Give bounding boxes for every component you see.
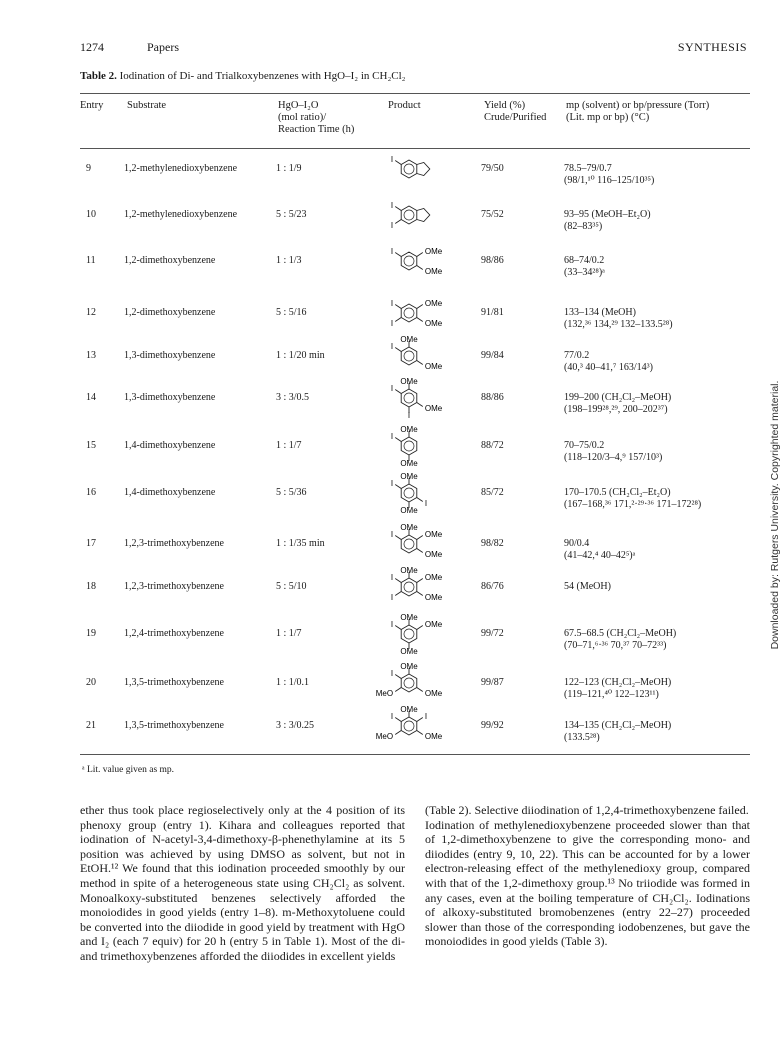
bond-line — [395, 220, 401, 224]
row-yield: 91/81 — [481, 307, 504, 318]
row-substrate: 1,2-methylenedioxybenzene — [124, 163, 238, 174]
row-ratio: 3 : 3/0.25 — [276, 720, 315, 731]
row-mp: 170–170.5 (CH₂Cl₂–Et₂O) (167–168,³⁶ 171,²·²⁹·³⁶ 171–172²⁸) — [564, 487, 702, 510]
methoxy-label: OMe — [424, 266, 443, 276]
methoxy-label: MeO — [375, 731, 394, 741]
row-yield: 99/72 — [481, 628, 504, 639]
methylenedioxy-bridge — [417, 163, 430, 176]
body-text-left-column: ether thus took place regioselectively only at the 4 position of its phenoxy group (entry 1). Kihara and colleagues reported that iodination of N-acetyl-3,4-dimethoxy-β-phenethylamine at its 5 position was achieved by using DMSO as solvent, but not in EtOH.¹² We found that this iodination proceeded smoothly by our method in spite of a heterogeneous state using CH₂Cl₂ as solvent. Monoalkoxy-substituted benzenes selectively afforded the monoiodides in good yields (entry 1–8). m-Methoxytoluene could be converted into the diiodide in good yield by treatment with HgO and I₂ (each 7 equiv) for 20 h (entry 5 in Table 1). Most of the di- and trimethoxybenzenes afforded the diiodides in excellent yields — [80, 803, 405, 963]
bond-line — [417, 626, 423, 630]
bond-line — [395, 390, 401, 394]
bond-line — [395, 536, 401, 540]
row-yield: 79/50 — [481, 163, 504, 174]
product-structure — [385, 565, 465, 616]
row-substrate: 1,2,4-trimethoxybenzene — [124, 628, 224, 639]
methoxy-label: OMe — [424, 403, 443, 413]
bond-line — [395, 626, 401, 630]
table-top-rule — [80, 93, 750, 94]
bond-line — [417, 579, 423, 583]
bond-line — [395, 592, 401, 596]
aromatic-circle — [404, 351, 414, 361]
methoxy-label: OMe — [424, 318, 443, 328]
bond-line — [395, 161, 401, 165]
bond-line — [395, 253, 401, 257]
row-substrate: 1,4-dimethoxybenzene — [124, 440, 216, 451]
iodo-label: I — [390, 530, 394, 540]
row-yield: 86/76 — [481, 581, 504, 592]
bond-line — [417, 266, 423, 270]
bond-line — [417, 731, 423, 735]
row-yield: 85/72 — [481, 487, 504, 498]
aromatic-circle — [404, 629, 414, 639]
iodo-label: I — [424, 712, 428, 722]
row-yield: 99/87 — [481, 677, 504, 688]
row-ratio: 3 : 3/0.5 — [276, 392, 310, 403]
methoxy-label: OMe — [400, 647, 418, 657]
row-substrate: 1,3-dimethoxybenzene — [124, 392, 216, 403]
aromatic-circle — [404, 721, 414, 731]
row-substrate: 1,2-methylenedioxybenzene — [124, 209, 238, 220]
product-structure — [385, 239, 465, 290]
methoxy-label: OMe — [424, 361, 443, 371]
row-ratio: 1 : 1/7 — [276, 628, 302, 639]
product-structure — [385, 147, 465, 198]
download-notice — [767, 330, 783, 700]
methoxy-label: OMe — [400, 459, 418, 469]
row-mp: 122–123 (CH₂Cl₂–MeOH) (119–121,⁴⁰ 122–123¹¹) — [564, 677, 672, 700]
iodo-label: I — [390, 669, 394, 679]
methoxy-label: OMe — [400, 522, 418, 532]
row-entry: 9 — [86, 163, 91, 174]
page-number: 1274 — [80, 40, 104, 54]
methoxy-label: OMe — [400, 376, 418, 386]
product-structure — [385, 471, 465, 522]
benzene-ring — [401, 252, 417, 270]
row-entry: 13 — [86, 350, 96, 361]
methoxy-label: OMe — [424, 530, 443, 540]
bond-line — [395, 675, 401, 679]
row-ratio: 1 : 1/3 — [276, 255, 302, 266]
benzene-ring — [401, 206, 417, 224]
methoxy-label: OMe — [400, 704, 418, 714]
row-entry: 20 — [86, 677, 96, 688]
benzene-ring — [401, 389, 417, 407]
row-substrate: 1,2-dimethoxybenzene — [124, 307, 216, 318]
methylenedioxy-bridge — [417, 209, 430, 222]
aromatic-circle — [404, 393, 414, 403]
table-caption — [80, 70, 406, 82]
body-text-right-paragraph: (Table 2). Selective diiodination of 1,2,4-trimethoxybenzene failed. Iodination of methylenedioxybenzene proceeded slower than that of 1,2-dimethoxybenzene to give the corresponding mono- and diiodides (entry 9, 10, 22). This can be accounted for by a lower electron-releasing effect of the methylenedioxy group, compared with that of the 1,2-dimethoxy group.¹³ No triiodide was formed in any cases, even at the boiling temperature of CH₂Cl₂. Iodinations of alkoxy-substituted bromobenzenes (entry 22–27) proceeded slower than those of the corresponding iodobenzenes, but gave the monoiodides in good yields (Table 3). — [425, 803, 750, 949]
bond-line — [395, 731, 401, 735]
iodo-label: I — [390, 299, 394, 309]
methoxy-label: OMe — [400, 424, 418, 434]
iodo-label: I — [390, 432, 394, 442]
row-mp: 77/0.2 (40,³ 40–41,⁷ 163/14³) — [564, 350, 653, 373]
row-entry: 19 — [86, 628, 96, 639]
benzene-ring — [401, 535, 417, 553]
aromatic-circle — [404, 256, 414, 266]
bond-line — [395, 348, 401, 352]
methoxy-label: OMe — [424, 688, 443, 698]
product-structure — [385, 424, 465, 475]
methoxy-label: OMe — [424, 549, 443, 559]
col-header-mp: mp (solvent) or bp/pressure (Torr) (Lit. mp or bp) (°C) — [566, 100, 710, 123]
methoxy-label: OMe — [424, 573, 443, 583]
row-yield: 75/52 — [481, 209, 504, 220]
product-structure — [385, 193, 465, 244]
benzene-ring — [401, 160, 417, 178]
benzene-ring — [401, 347, 417, 365]
body-text-right-column — [425, 803, 750, 949]
benzene-ring — [401, 674, 417, 692]
row-ratio: 5 : 5/16 — [276, 307, 307, 318]
methoxy-label: OMe — [400, 612, 418, 622]
row-substrate: 1,3,5-trimethoxybenzene — [124, 720, 224, 731]
row-mp: 134–135 (CH₂Cl₂–MeOH) (133.5²⁸) — [564, 720, 672, 743]
row-ratio: 1 : 1/7 — [276, 440, 302, 451]
row-mp: 67.5–68.5 (CH₂Cl₂–MeOH) (70–71,⁶·³⁶ 70,³⁷ 70–72³³) — [564, 628, 677, 651]
row-mp: 54 (MeOH) — [564, 581, 611, 592]
bond-line — [395, 579, 401, 583]
bond-line — [417, 592, 423, 596]
methoxy-label: OMe — [400, 661, 418, 671]
row-yield: 99/84 — [481, 350, 504, 361]
bond-line — [395, 485, 401, 489]
aromatic-circle — [404, 210, 414, 220]
benzene-ring — [401, 717, 417, 735]
iodo-label: I — [390, 384, 394, 394]
iodo-label: I — [407, 411, 411, 421]
section-name: Papers — [147, 40, 179, 54]
row-mp: 133–134 (MeOH) (132,³⁶ 134,²⁹ 132–133.5²⁸) — [564, 307, 673, 330]
aromatic-circle — [404, 678, 414, 688]
row-substrate: 1,2,3-trimethoxybenzene — [124, 581, 224, 592]
row-entry: 18 — [86, 581, 96, 592]
row-yield: 98/82 — [481, 538, 504, 549]
col-header-yield: Yield (%) Crude/Purified — [484, 100, 547, 123]
bond-line — [417, 549, 423, 553]
methoxy-label: OMe — [424, 620, 443, 630]
row-mp: 90/0.4 (41–42,⁴ 40–42⁵)ᵃ — [564, 538, 636, 561]
row-ratio: 5 : 5/23 — [276, 209, 307, 220]
table-footnote: ᵃ Lit. value given as mp. — [82, 765, 175, 775]
bond-line — [417, 498, 423, 502]
row-ratio: 5 : 5/10 — [276, 581, 307, 592]
bond-line — [395, 438, 401, 442]
methoxy-label: OMe — [400, 471, 418, 481]
row-entry: 10 — [86, 209, 96, 220]
iodo-label: I — [390, 592, 394, 602]
row-mp: 68–74/0.2 (33–34²⁸)ᵃ — [564, 255, 605, 278]
col-header-ratio: HgO–I₂O (mol ratio)/ Reaction Time (h) — [278, 100, 355, 135]
bond-line — [395, 688, 401, 692]
row-ratio: 5 : 5/36 — [276, 487, 307, 498]
journal-name: SYNTHESIS — [677, 40, 747, 54]
benzene-ring — [401, 304, 417, 322]
table-caption-text: Iodination of Di- and Trialkoxybenzenes with HgO–I₂ in CH₂Cl₂ — [119, 70, 406, 82]
product-structure — [375, 704, 465, 755]
aromatic-circle — [404, 164, 414, 174]
row-yield: 99/92 — [481, 720, 504, 731]
row-entry: 15 — [86, 440, 96, 451]
benzene-ring — [401, 437, 417, 455]
bond-line — [395, 718, 401, 722]
bond-line — [417, 305, 423, 309]
row-entry: 14 — [86, 392, 96, 403]
benzene-ring — [401, 625, 417, 643]
table-label: Table 2. — [80, 70, 117, 82]
bond-line — [395, 207, 401, 211]
col-header-product: Product — [388, 100, 421, 111]
bond-line — [417, 536, 423, 540]
methoxy-label: OMe — [424, 247, 443, 257]
benzene-ring — [401, 484, 417, 502]
bond-line — [395, 305, 401, 309]
bond-line — [417, 361, 423, 365]
benzene-ring — [401, 578, 417, 596]
iodo-label: I — [390, 620, 394, 630]
iodo-label: I — [390, 247, 394, 257]
row-ratio: 1 : 1/9 — [276, 163, 302, 174]
aromatic-circle — [404, 582, 414, 592]
iodo-label: I — [390, 155, 394, 165]
row-entry: 21 — [86, 720, 96, 731]
iodo-label: I — [390, 201, 394, 211]
row-mp: 93–95 (MeOH–Et₂O) (82–83³⁵) — [564, 209, 651, 232]
row-yield: 88/86 — [481, 392, 504, 403]
methoxy-label: OMe — [400, 506, 418, 516]
download-notice-text: Downloaded by: Rutgers University. Copyrighted material. — [769, 380, 781, 650]
iodo-label: I — [390, 712, 394, 722]
row-entry: 17 — [86, 538, 96, 549]
iodo-label: I — [390, 318, 394, 328]
methoxy-label: OMe — [424, 731, 443, 741]
bond-line — [417, 718, 423, 722]
methoxy-label: OMe — [424, 592, 443, 602]
row-mp: 70–75/0.2 (118–120/3–4,⁹ 157/10³) — [564, 440, 663, 463]
row-ratio: 1 : 1/35 min — [276, 538, 325, 549]
methoxy-label: MeO — [375, 688, 394, 698]
col-header-entry: Entry — [80, 100, 104, 111]
iodo-label: I — [390, 220, 394, 230]
bond-line — [417, 253, 423, 257]
aromatic-circle — [404, 441, 414, 451]
methoxy-label: OMe — [424, 299, 443, 309]
row-entry: 12 — [86, 307, 96, 318]
row-entry: 11 — [86, 255, 96, 266]
bond-line — [395, 318, 401, 322]
row-mp: 78.5–79/0.7 (98/1,¹⁰ 116–125/10³⁵) — [564, 163, 655, 186]
row-mp: 199–200 (CH₂Cl₂–MeOH) (198–199²⁸,²⁹, 200–202³⁷) — [564, 392, 672, 415]
aromatic-circle — [404, 308, 414, 318]
row-yield: 88/72 — [481, 440, 504, 451]
row-substrate: 1,3,5-trimethoxybenzene — [124, 677, 224, 688]
row-substrate: 1,4-dimethoxybenzene — [124, 487, 216, 498]
aromatic-circle — [404, 488, 414, 498]
bond-line — [417, 403, 423, 407]
row-substrate: 1,3-dimethoxybenzene — [124, 350, 216, 361]
bond-line — [417, 688, 423, 692]
iodo-label: I — [424, 498, 428, 508]
row-ratio: 1 : 1/20 min — [276, 350, 325, 361]
methoxy-label: OMe — [400, 565, 418, 575]
bond-line — [417, 318, 423, 322]
product-structure — [385, 612, 465, 663]
methoxy-label: OMe — [400, 334, 418, 344]
row-yield: 98/86 — [481, 255, 504, 266]
row-substrate: 1,2-dimethoxybenzene — [124, 255, 216, 266]
product-structure — [385, 376, 465, 427]
iodo-label: I — [390, 479, 394, 489]
aromatic-circle — [404, 539, 414, 549]
col-header-substrate: Substrate — [127, 100, 167, 111]
iodo-label: I — [390, 573, 394, 583]
row-substrate: 1,2,3-trimethoxybenzene — [124, 538, 224, 549]
row-ratio: 1 : 1/0.1 — [276, 677, 310, 688]
iodo-label: I — [390, 342, 394, 352]
row-entry: 16 — [86, 487, 96, 498]
